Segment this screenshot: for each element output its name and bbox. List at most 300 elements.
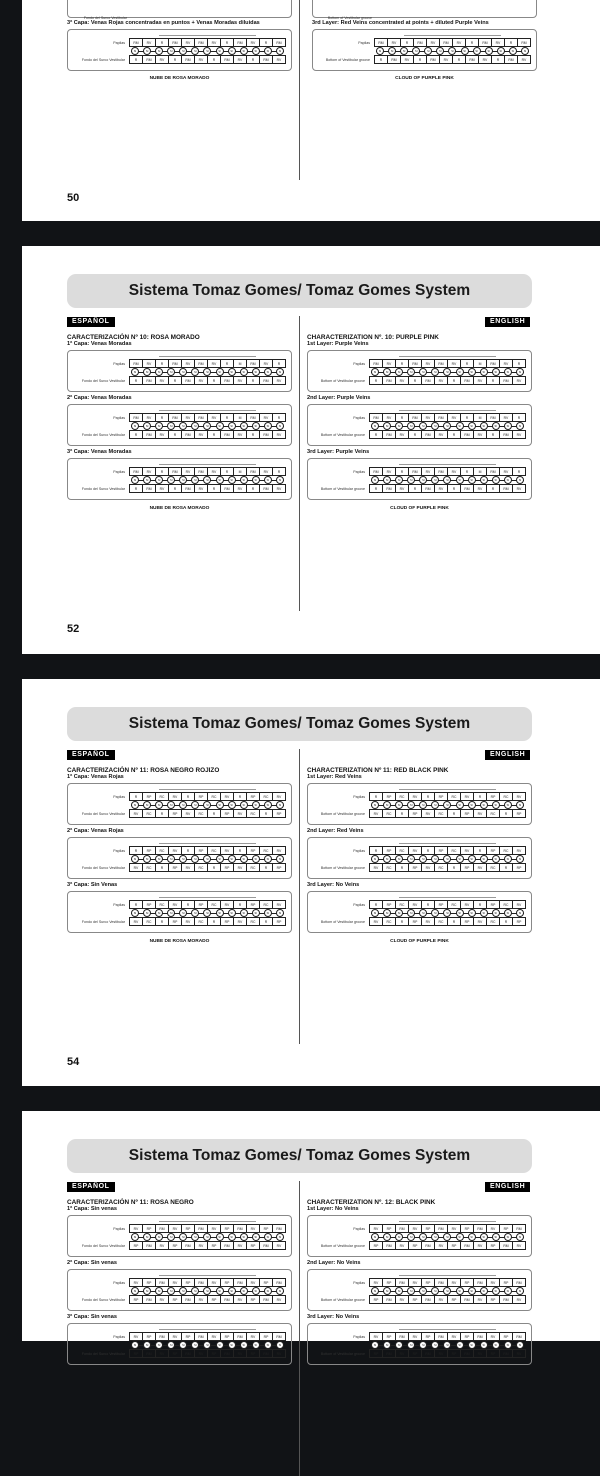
vein-cell: RP: [195, 847, 208, 854]
vein-cell: RV: [435, 485, 448, 492]
circle-mark: SI: [203, 855, 211, 863]
vein-cell: RP: [422, 1279, 435, 1286]
label-papilas: Papilas: [113, 849, 125, 853]
vein-cell: RM: [487, 360, 500, 367]
vein-cell: RM: [130, 360, 143, 367]
grid-top-line: [399, 410, 496, 411]
page-title: Sistema Tomaz Gomes/ Tomaz Gomes System: [67, 707, 532, 741]
vein-cell: RV: [130, 1225, 143, 1232]
circle-mark: SI: [480, 1287, 488, 1295]
language-tag-en: ENGLISH: [485, 317, 530, 327]
circle-mark: SI: [264, 47, 272, 55]
circle-row: [131, 909, 284, 917]
vein-cell: RM: [383, 1350, 396, 1357]
vein-cell: RM: [182, 56, 195, 63]
vein-cell: RM: [414, 39, 427, 46]
vein-grid: [129, 898, 286, 928]
vein-cell: R: [370, 485, 383, 492]
circle-mark: SI: [179, 1287, 187, 1295]
circle-mark: SI: [191, 476, 199, 484]
vein-cell: R: [247, 56, 260, 63]
vein-cell: RV: [182, 810, 195, 817]
vein-cell: RM: [260, 485, 273, 492]
circle-mark: SI: [407, 801, 415, 809]
fondo-row: [369, 430, 526, 439]
circle-mark: SI: [264, 476, 272, 484]
layer-box: [67, 0, 292, 18]
circle-mark: SI: [407, 476, 415, 484]
vein-cell: RV: [435, 1350, 448, 1357]
vein-cell: RP: [169, 1242, 182, 1249]
vein-cell: RM: [260, 377, 273, 384]
label-papilas: Papilas: [353, 849, 365, 853]
vein-cell: R: [156, 864, 169, 871]
circle-mark: SI: [456, 476, 464, 484]
circle-mark: SI: [492, 476, 500, 484]
vein-cell: R: [487, 485, 500, 492]
vein-cell: R: [448, 918, 461, 925]
layer-box: [307, 350, 532, 392]
vein-cell: RM: [169, 468, 182, 475]
grid-top-line: [159, 464, 256, 465]
circle-row: [131, 476, 284, 484]
vein-cell: RV: [474, 431, 487, 438]
fondo-row: [129, 1295, 286, 1304]
vein-cell: R: [260, 864, 273, 871]
vein-cell: R: [182, 901, 195, 908]
vein-cell: RV: [448, 360, 461, 367]
circle-mark: SI: [203, 476, 211, 484]
grid-top-line: [159, 789, 256, 790]
circle-mark: SI: [383, 855, 391, 863]
vein-cell: RV: [474, 1242, 487, 1249]
vein-cell: R: [370, 431, 383, 438]
papilas-row: [374, 38, 531, 47]
fondo-row: [369, 484, 526, 493]
column-divider: [299, 749, 300, 1044]
circle-mark: SI: [456, 422, 464, 430]
grid-top-line: [399, 356, 496, 357]
circle-mark: SI: [468, 1287, 476, 1295]
vein-cell: RP: [461, 810, 474, 817]
circle-mark: SI: [276, 855, 284, 863]
vein-cell: R: [169, 431, 182, 438]
circle-mark: SI: [497, 47, 505, 55]
vein-cell: RV: [260, 468, 273, 475]
vein-cell: RM: [276, 1226, 282, 1231]
circle-mark: SI: [461, 47, 469, 55]
grid-top-line: [404, 35, 501, 36]
vein-cell: RV: [500, 414, 513, 421]
fondo-row: [129, 1349, 286, 1358]
circle-mark: SI: [216, 801, 224, 809]
label-fondo: Fondo del Surco Vestibular: [81, 433, 125, 437]
language-tag-es: ESPAÑOL: [67, 750, 115, 760]
circle-mark: SI: [216, 855, 224, 863]
circle-mark: SI: [443, 1233, 451, 1241]
circle-mark: SI: [383, 1233, 391, 1241]
column-divider: [299, 316, 300, 611]
circle-mark: SI: [143, 1233, 151, 1241]
label-papilas: Papilas: [113, 470, 125, 474]
circle-mark: SI: [228, 909, 236, 917]
circle-mark: SI: [167, 422, 175, 430]
layer-box: [67, 891, 292, 933]
vein-cell: RV: [208, 1333, 221, 1340]
circle-mark: SI: [443, 476, 451, 484]
vein-grid: [129, 36, 286, 66]
circle-mark: SI: [131, 801, 139, 809]
vein-cell: RM: [422, 377, 435, 384]
layer-title: 3ª Capa: Sin venas: [67, 1314, 117, 1320]
vein-cell: RV: [169, 1279, 182, 1286]
vein-cell: RM: [221, 431, 234, 438]
vein-cell: RC: [448, 901, 461, 908]
circle-mark: SI: [431, 855, 439, 863]
circle-mark: SI: [504, 801, 512, 809]
circle-mark: SI: [179, 47, 187, 55]
circle-mark: SI: [371, 855, 379, 863]
vein-cell: RM: [461, 1296, 474, 1303]
vein-cell: RP: [260, 1225, 273, 1232]
vein-cell: RV: [260, 360, 273, 367]
fondo-row: [369, 1349, 526, 1358]
vein-cell: RV: [156, 1242, 169, 1249]
circle-mark: SI: [276, 1341, 284, 1349]
vein-cell: RP: [516, 811, 522, 816]
vein-cell: RM: [182, 1296, 195, 1303]
label-papilas: Papilas: [113, 1227, 125, 1231]
vein-cell: RM: [276, 1280, 282, 1285]
vein-cell: RM: [143, 485, 156, 492]
circle-mark: SI: [492, 909, 500, 917]
circle-mark: SI: [264, 801, 272, 809]
en-column: [307, 1199, 532, 1365]
vein-cell: RM: [370, 360, 383, 367]
vein-cell: RV: [234, 56, 247, 63]
vein-cell: RM: [474, 1279, 487, 1286]
vein-cell: RV: [276, 57, 282, 62]
vein-cell: RM: [169, 39, 182, 46]
circle-mark: SI: [252, 909, 260, 917]
papilas-row: [129, 467, 286, 476]
vein-grid: [369, 357, 526, 387]
vein-cell: RV: [143, 468, 156, 475]
circle-mark: SI: [492, 422, 500, 430]
circle-mark: SI: [276, 47, 284, 55]
vein-cell: RV: [208, 1279, 221, 1286]
vein-cell: RP: [260, 1333, 273, 1340]
language-tag-en: ENGLISH: [485, 750, 530, 760]
circle-mark: SI: [167, 855, 175, 863]
circle-mark: SI: [216, 1341, 224, 1349]
circle-mark: SI: [143, 368, 151, 376]
cloud-caption: CLOUD OF PURPLE PINK: [390, 939, 449, 944]
vein-cell: RV: [516, 378, 522, 383]
vein-grid: [129, 790, 286, 820]
circle-mark: SI: [443, 368, 451, 376]
layer-box: [67, 404, 292, 446]
vein-cell: RV: [208, 39, 221, 46]
vein-cell: RM: [195, 1279, 208, 1286]
vein-cell: RM: [221, 56, 234, 63]
vein-cell: R: [221, 360, 234, 367]
vein-cell: RP: [130, 1296, 143, 1303]
vein-cell: RP: [409, 864, 422, 871]
layer-box: [307, 458, 532, 500]
circle-mark: SI: [504, 1233, 512, 1241]
circle-mark: SI: [191, 909, 199, 917]
papilas-row: [129, 900, 286, 909]
vein-cell: RM: [474, 1333, 487, 1340]
vein-cell: RC: [143, 918, 156, 925]
circle-row: [371, 855, 524, 863]
vein-cell: R: [156, 918, 169, 925]
vein-cell: M: [234, 360, 247, 367]
vein-cell: RM: [195, 414, 208, 421]
vein-cell: R: [208, 810, 221, 817]
label-fondo: Bottom of Vestibular groove: [320, 379, 365, 383]
vein-cell: RC: [396, 901, 409, 908]
circle-mark: SI: [407, 422, 415, 430]
vein-cell: RV: [234, 431, 247, 438]
circle-mark: SI: [443, 1287, 451, 1295]
vein-cell: RV: [516, 794, 522, 799]
circle-mark: SI: [276, 1233, 284, 1241]
circle-row: [371, 1233, 524, 1241]
vein-cell: R: [461, 468, 474, 475]
circle-row: [131, 855, 284, 863]
circle-mark: SI: [203, 801, 211, 809]
vein-grid: [129, 411, 286, 441]
circle-mark: SI: [371, 1341, 379, 1349]
vein-cell: RM: [221, 1242, 234, 1249]
circle-mark: SI: [191, 422, 199, 430]
papilas-row: [369, 846, 526, 855]
vein-cell: RV: [130, 810, 143, 817]
vein-cell: R: [277, 469, 281, 474]
circle-mark: SI: [388, 47, 396, 55]
vein-cell: RV: [474, 1296, 487, 1303]
circle-mark: SI: [395, 476, 403, 484]
circle-mark: SI: [131, 1287, 139, 1295]
vein-cell: RV: [409, 1225, 422, 1232]
circle-mark: SI: [395, 1341, 403, 1349]
circle-mark: SI: [395, 368, 403, 376]
vein-cell: R: [208, 918, 221, 925]
vein-cell: R: [448, 810, 461, 817]
vein-cell: RV: [234, 1242, 247, 1249]
circle-mark: SI: [155, 47, 163, 55]
label-fondo: Bottom of Vestibular groove: [320, 433, 365, 437]
circle-mark: SI: [383, 476, 391, 484]
vein-cell: RP: [221, 918, 234, 925]
vein-cell: RV: [521, 57, 527, 62]
papilas-row: [369, 413, 526, 422]
circle-mark: SI: [252, 368, 260, 376]
vein-cell: RM: [234, 1333, 247, 1340]
vein-cell: RP: [370, 1350, 383, 1357]
circle-mark: SI: [191, 1233, 199, 1241]
vein-cell: RV: [143, 39, 156, 46]
circle-mark: SI: [252, 1341, 260, 1349]
vein-cell: R: [370, 847, 383, 854]
es-column: [67, 767, 292, 944]
vein-cell: R: [505, 39, 518, 46]
vein-cell: RP: [143, 1333, 156, 1340]
vein-cell: RP: [461, 1333, 474, 1340]
papilas-row: [129, 1278, 286, 1287]
vein-cell: RV: [409, 1333, 422, 1340]
vein-grid: [369, 1276, 526, 1306]
vein-cell: RV: [516, 432, 522, 437]
vein-cell: R: [370, 377, 383, 384]
vein-cell: RV: [182, 918, 195, 925]
label-papilas: Papilas: [353, 1227, 365, 1231]
vein-cell: RV: [487, 1333, 500, 1340]
circle-mark: SI: [383, 909, 391, 917]
vein-cell: RM: [182, 485, 195, 492]
vein-cell: RP: [208, 1296, 221, 1303]
vein-cell: R: [414, 56, 427, 63]
vein-cell: RM: [500, 1242, 513, 1249]
circle-mark: SI: [252, 422, 260, 430]
vein-cell: RM: [422, 431, 435, 438]
vein-cell: RM: [234, 39, 247, 46]
vein-cell: RV: [156, 1296, 169, 1303]
vein-cell: RC: [448, 847, 461, 854]
circle-row: [371, 909, 524, 917]
vein-cell: RV: [156, 431, 169, 438]
vein-cell: RM: [247, 414, 260, 421]
layer-box: [67, 1215, 292, 1257]
vein-cell: RV: [169, 1333, 182, 1340]
circle-mark: SI: [492, 1341, 500, 1349]
circle-mark: SI: [203, 1287, 211, 1295]
vein-cell: RP: [169, 918, 182, 925]
vein-cell: RP: [182, 1333, 195, 1340]
vein-cell: RV: [276, 902, 282, 907]
vein-cell: RP: [247, 847, 260, 854]
circle-mark: SI: [480, 476, 488, 484]
es-column: [67, 1199, 292, 1365]
papilas-row: [369, 1332, 526, 1341]
label-fondo: Bottom of Vestibular groove: [320, 487, 365, 491]
vein-cell: RM: [500, 1350, 513, 1357]
circle-mark: SI: [155, 855, 163, 863]
vein-cell: RM: [221, 1350, 234, 1357]
vein-cell: RM: [221, 1296, 234, 1303]
vein-cell: RP: [487, 793, 500, 800]
circle-mark: SI: [179, 1341, 187, 1349]
page-50: [22, 0, 600, 221]
vein-cell: R: [409, 485, 422, 492]
vein-cell: RP: [487, 1242, 500, 1249]
vein-cell: R: [396, 864, 409, 871]
label-fondo: Bottom of Vestibular groove: [320, 920, 365, 924]
circle-mark: SI: [395, 801, 403, 809]
vein-cell: RP: [487, 1350, 500, 1357]
vein-cell: RV: [453, 39, 466, 46]
vein-cell: RV: [435, 377, 448, 384]
vein-grid: [129, 357, 286, 387]
page-54: [22, 679, 600, 1086]
circle-mark: SI: [468, 1341, 476, 1349]
circle-row: [131, 422, 284, 430]
vein-cell: RC: [195, 864, 208, 871]
vein-cell: RP: [143, 1279, 156, 1286]
vein-cell: RV: [474, 485, 487, 492]
vein-cell: R: [277, 361, 281, 366]
vein-cell: RV: [208, 360, 221, 367]
vein-cell: RV: [156, 1350, 169, 1357]
vein-cell: RM: [516, 1334, 522, 1339]
vein-cell: RC: [487, 918, 500, 925]
circle-mark: SI: [216, 909, 224, 917]
vein-cell: R: [260, 918, 273, 925]
circle-row: [376, 47, 529, 55]
vein-cell: RV: [516, 1351, 522, 1356]
papilas-row: [129, 413, 286, 422]
circle-mark: SI: [143, 422, 151, 430]
fondo-row: [129, 917, 286, 926]
grid-top-line: [159, 1329, 256, 1330]
vein-cell: RV: [276, 794, 282, 799]
cloud-caption: NUBE DE ROSA MORADO: [149, 506, 210, 511]
circle-mark: SI: [516, 801, 524, 809]
vein-grid: [369, 898, 526, 928]
vein-cell: RV: [516, 848, 522, 853]
vein-cell: R: [461, 414, 474, 421]
vein-cell: M: [474, 414, 487, 421]
vein-cell: R: [182, 793, 195, 800]
circle-mark: SI: [264, 1341, 272, 1349]
language-tag-es: ESPAÑOL: [67, 317, 115, 327]
vein-cell: RV: [516, 1243, 522, 1248]
vein-cell: RP: [383, 1333, 396, 1340]
vein-cell: RM: [234, 1225, 247, 1232]
vein-cell: RM: [461, 431, 474, 438]
circle-mark: SI: [276, 801, 284, 809]
circle-mark: SI: [155, 1233, 163, 1241]
vein-cell: R: [474, 793, 487, 800]
vein-cell: R: [208, 431, 221, 438]
vein-cell: RP: [409, 810, 422, 817]
vein-cell: RV: [396, 431, 409, 438]
vein-cell: RC: [208, 901, 221, 908]
circle-mark: SI: [155, 476, 163, 484]
vein-cell: R: [234, 793, 247, 800]
vein-cell: RM: [435, 414, 448, 421]
circle-mark: SI: [276, 1287, 284, 1295]
vein-cell: RV: [448, 1333, 461, 1340]
circle-mark: SI: [456, 1233, 464, 1241]
vein-cell: RC: [500, 847, 513, 854]
vein-cell: RP: [409, 918, 422, 925]
circle-mark: SI: [492, 368, 500, 376]
vein-cell: RV: [401, 56, 414, 63]
circle-mark: SI: [179, 855, 187, 863]
layer-box: [67, 1269, 292, 1311]
vein-cell: RV: [422, 918, 435, 925]
cloud-caption: CLOUD OF PURPLE PINK: [395, 76, 454, 81]
fondo-row: [374, 55, 531, 64]
vein-cell: RM: [260, 1242, 273, 1249]
vein-cell: RM: [182, 1242, 195, 1249]
vein-cell: RV: [195, 56, 208, 63]
vein-cell: RV: [208, 1225, 221, 1232]
circle-mark: SI: [468, 909, 476, 917]
